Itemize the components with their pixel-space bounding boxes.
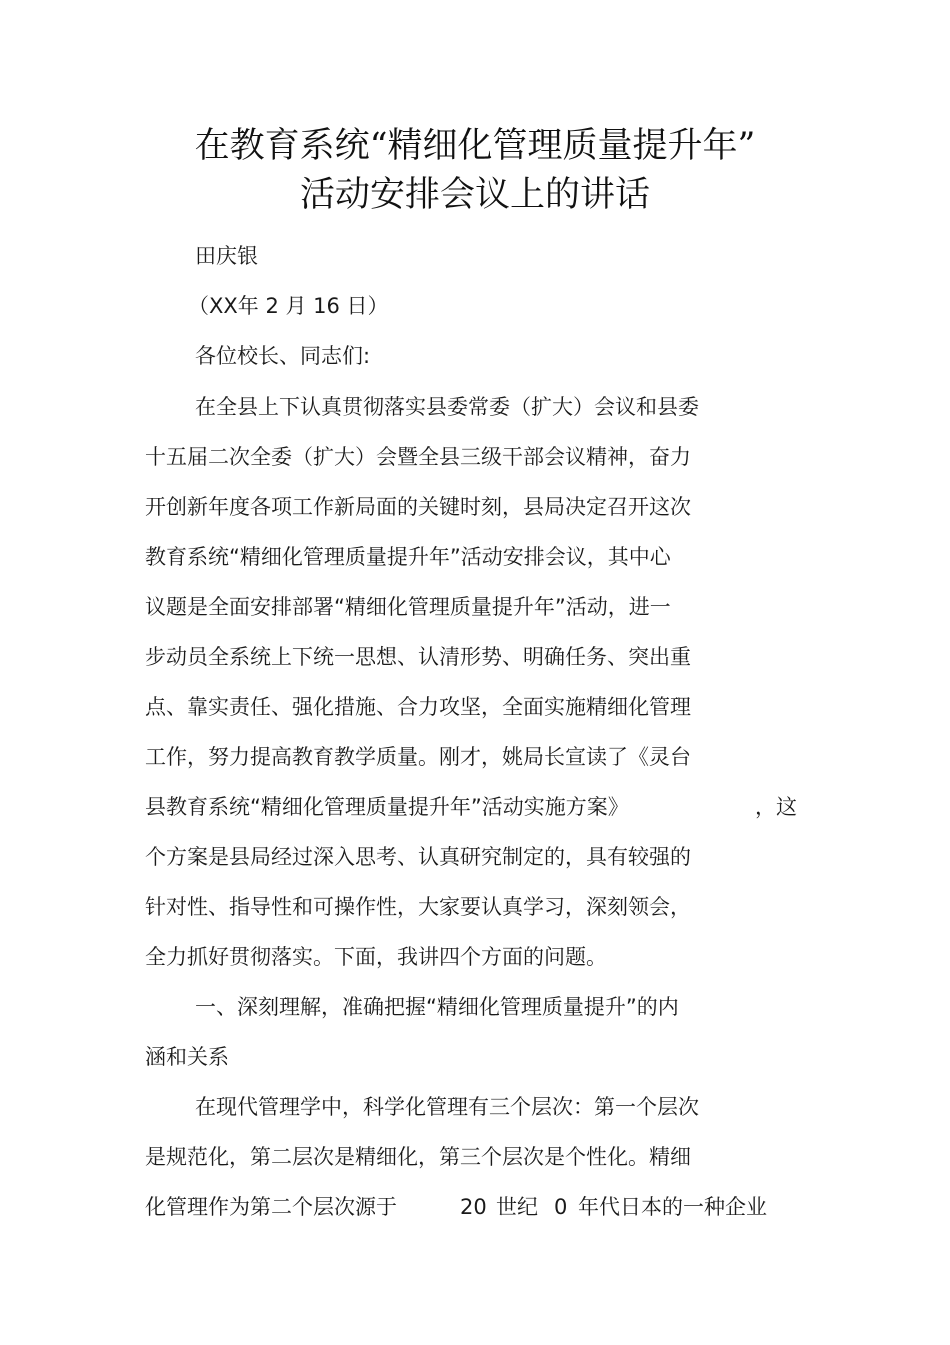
paragraph-line: 开创新年度各项工作新局面的关键时刻，县局决定召开这次	[145, 495, 691, 519]
author-name: 田庆银	[195, 244, 258, 268]
paragraph-line: 在全县上下认真贯彻落实县委常委（扩大）会议和县委	[195, 395, 699, 419]
paragraph-line: 全力抓好贯彻落实。下面，我讲四个方面的问题。	[145, 945, 607, 969]
paragraph-line: 步动员全系统上下统一思想、认清形势、明确任务、突出重	[145, 645, 691, 669]
section-heading-line-2: 涵和关系	[145, 1045, 229, 1069]
paragraph-line: 点、靠实责任、强化措施、合力攻坚，全面实施精细化管理	[145, 695, 691, 719]
paragraph-line-start: 化管理作为第二个层次源于	[145, 1195, 397, 1219]
salutation: 各位校长、同志们:	[195, 344, 371, 368]
paragraph-line-end: 年代日本的一种企业	[578, 1195, 767, 1219]
document-title-line-2: 活动安排会议上的讲话	[299, 175, 650, 215]
decade-number: 0	[554, 1195, 568, 1219]
paragraph-line-tail: ，这	[755, 795, 797, 819]
year-number: 20	[460, 1195, 487, 1219]
paragraph-line: 个方案是县局经过深入思考、认真研究制定的，具有较强的	[145, 845, 691, 869]
paragraph-line: 县教育系统“精细化管理质量提升年”活动实施方案》	[145, 795, 629, 819]
century-word: 世纪	[496, 1195, 538, 1219]
section-heading-line-1: 一、深刻理解，准确把握“精细化管理质量提升”的内	[195, 995, 679, 1019]
paragraph-line: 在现代管理学中，科学化管理有三个层次：第一个层次	[195, 1095, 699, 1119]
document-title-line-1: 在教育系统“精细化管理质量提升年”	[194, 126, 756, 166]
paragraph-line: 是规范化，第二层次是精细化，第三个层次是个性化。精细	[145, 1145, 691, 1169]
paragraph-line: 十五届二次全委（扩大）会暨全县三级干部会议精神，奋力	[145, 445, 691, 469]
paragraph-line: 教育系统“精细化管理质量提升年”活动安排会议，其中心	[145, 545, 671, 569]
paragraph-line: 工作，努力提高教育教学质量。刚才，姚局长宣读了《灵台	[145, 745, 691, 769]
paragraph-line: 议题是全面安排部署“精细化管理质量提升年”活动，进一	[145, 595, 671, 619]
speech-date: （XX年 2 月 16 日）	[188, 294, 389, 318]
paragraph-line: 针对性、指导性和可操作性，大家要认真学习，深刻领会，	[145, 895, 691, 919]
